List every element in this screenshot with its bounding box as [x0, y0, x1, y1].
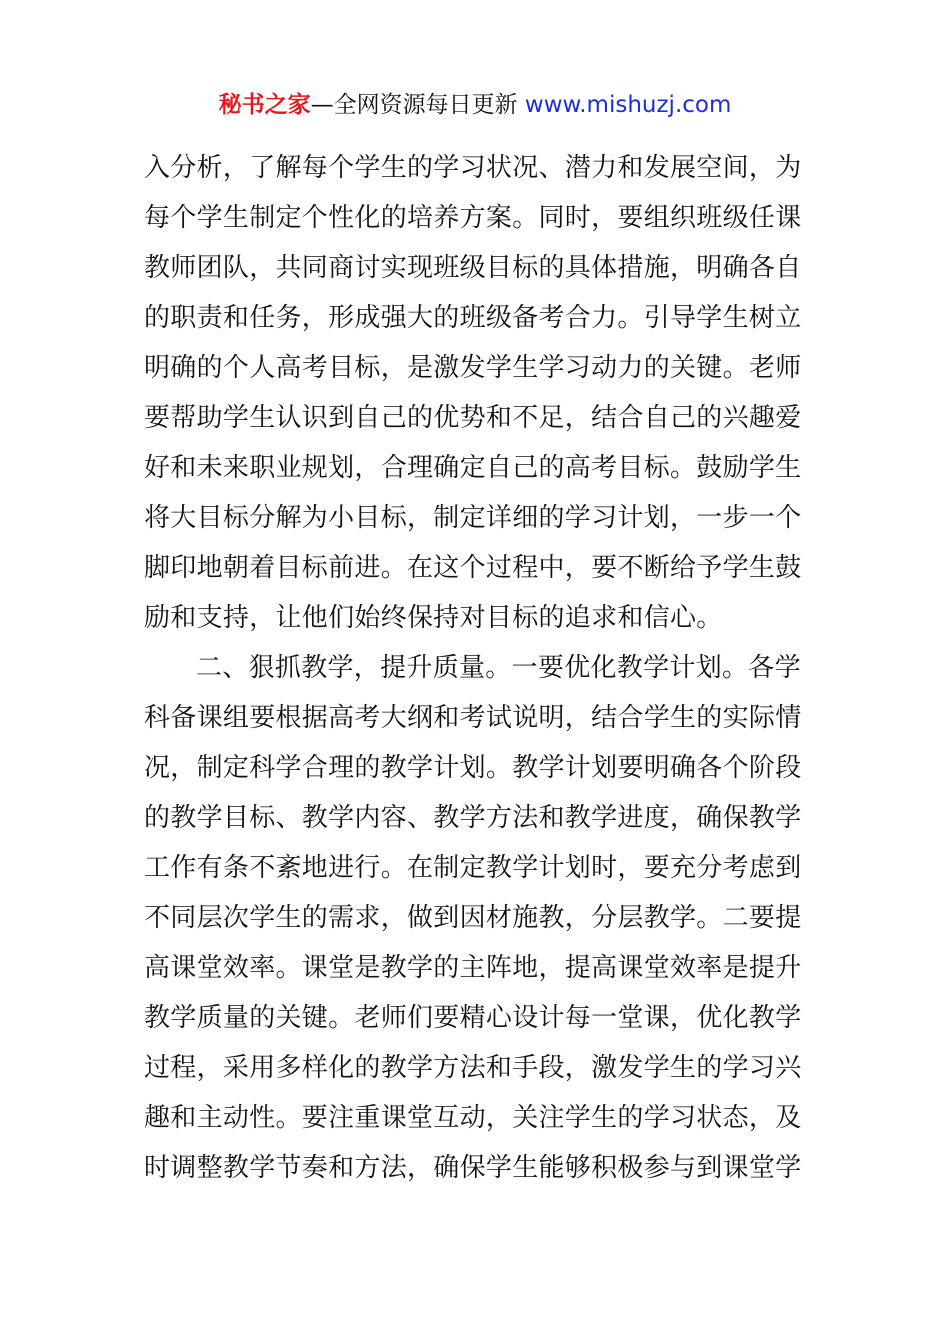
- text-line: 高课堂效率。课堂是教学的主阵地，提高课堂效率是提升: [144, 953, 802, 983]
- text-line: 入分析，了解每个学生的学习状况、潜力和发展空间，为: [144, 153, 802, 183]
- text-line: 教学质量的关键。老师们要精心设计每一堂课，优化教学: [144, 1003, 802, 1033]
- header-tagline: —全网资源每日更新: [310, 92, 518, 118]
- text-line: 时调整教学节奏和方法，确保学生能够积极参与到课堂学: [144, 1153, 802, 1183]
- paragraph-start-line: 二、狠抓教学，提升质量。一要优化教学计划。各学: [196, 653, 801, 683]
- text-line: 将大目标分解为小目标，制定详细的学习计划，一步一个: [144, 503, 802, 533]
- page-header: [0, 88, 950, 122]
- text-line: 不同层次学生的需求，做到因材施教，分层教学。二要提: [144, 903, 802, 933]
- text-line: 脚印地朝着目标前进。在这个过程中，要不断给予学生鼓: [144, 553, 802, 583]
- text-line: 工作有条不紊地进行。在制定教学计划时，要充分考虑到: [144, 853, 802, 883]
- text-line: 况，制定科学合理的教学计划。教学计划要明确各个阶段: [144, 753, 802, 783]
- text-line: 好和未来职业规划，合理确定自己的高考目标。鼓励学生: [144, 453, 802, 483]
- text-line: 过程，采用多样化的教学方法和手段，激发学生的学习兴: [144, 1053, 802, 1083]
- text-line: 励和支持，让他们始终保持对目标的追求和信心。: [144, 603, 723, 633]
- text-line: 趣和主动性。要注重课堂互动，关注学生的学习状态，及: [144, 1103, 802, 1133]
- text-line: 要帮助学生认识到自己的优势和不足，结合自己的兴趣爱: [144, 403, 802, 433]
- header-url-link[interactable]: www.mishuzj.com: [524, 92, 732, 118]
- text-line: 教师团队，共同商讨实现班级目标的具体措施，明确各自: [144, 253, 802, 283]
- header-brand: 秘书之家: [218, 92, 311, 118]
- text-line: 的教学目标、教学内容、教学方法和教学进度，确保教学: [144, 803, 802, 833]
- text-line: 明确的个人高考目标，是激发学生学习动力的关键。老师: [144, 353, 802, 383]
- text-line: 科备课组要根据高考大纲和考试说明，结合学生的实际情: [144, 703, 802, 733]
- text-line: 的职责和任务，形成强大的班级备考合力。引导学生树立: [144, 303, 802, 333]
- document-body: [144, 143, 808, 1193]
- text-line: 每个学生制定个性化的培养方案。同时，要组织班级任课: [144, 203, 802, 233]
